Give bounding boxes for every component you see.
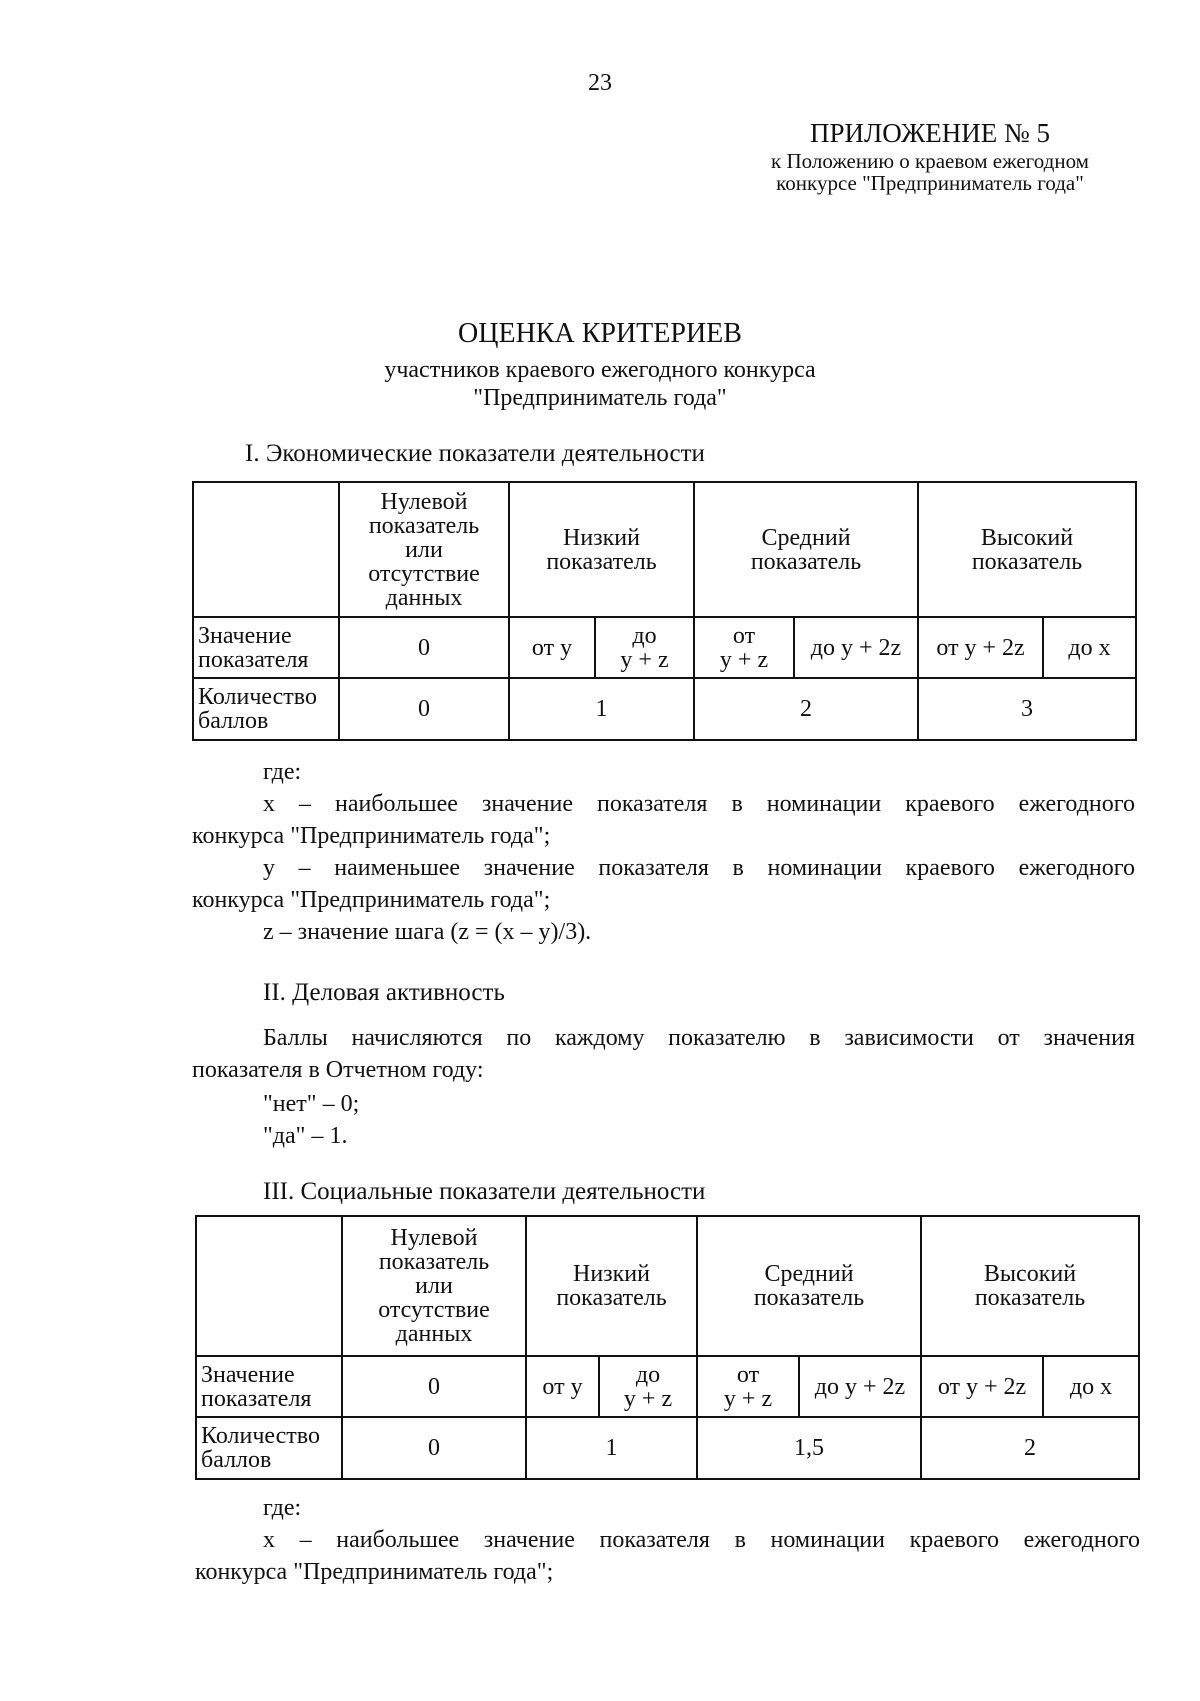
header-text: показатель [556,1285,667,1311]
document-subtitle [0,356,1200,412]
row-label-text: Значение [198,622,292,649]
section-3-heading: III. Социальные показатели деятельности [263,1178,706,1205]
social-criteria-table [195,1215,1140,1480]
value-high-to: до x [1043,1356,1139,1417]
header-text: Средний [761,524,851,551]
header-text: показатель [974,1285,1086,1311]
header-zero-indicator [342,1216,526,1356]
value-medium-from [697,1356,799,1417]
section-2-text-line1: Баллы начисляются по каждому показателю в зависимости от значения [263,1025,1135,1051]
value-high-to: до x [1043,617,1136,678]
section-2-text-line2: показателя в Отчетном году: [192,1057,484,1083]
header-text: Средний [764,1261,854,1287]
answer-yes: "да" – 1. [263,1123,348,1149]
header-text: данных [385,584,463,611]
answer-no: "нет" – 0; [263,1091,360,1117]
value-high-from: от y + 2z [918,617,1043,678]
row-label-value [193,617,339,678]
definition-z: z – значение шага (z = (x – y)/3). [263,919,592,945]
definition-y-line2: конкурса "Предприниматель года"; [192,887,551,913]
cell-text: y + z [620,646,669,673]
header-text: отсутствие [378,1297,490,1323]
where-label-3: где: [263,1495,302,1521]
definition-y-line1: y – наименьшее значение показателя в номинации краевого ежегодного [263,855,1135,881]
header-low-indicator [526,1216,697,1356]
row-label-score [196,1417,342,1479]
value-low-to [599,1356,697,1417]
value-medium-to: до y + 2z [794,617,918,678]
score-high: 3 [918,678,1136,740]
appendix-subtitle [720,150,1140,194]
value-zero: 0 [339,617,509,678]
table-header-row [193,482,1136,617]
cell-text: y + z [623,1385,673,1412]
table-corner-cell [193,482,339,617]
header-text: показатель [378,1249,490,1275]
cell-text: от [736,1361,760,1388]
header-text: Низкий [562,524,640,551]
score-low: 1 [526,1417,697,1479]
header-text: показатель [750,548,862,575]
header-text: показатель [971,548,1083,575]
header-text: Высокий [980,524,1074,551]
header-text: или [415,1273,453,1299]
cell-text: y + z [723,1385,773,1412]
value-medium-to: до y + 2z [799,1356,921,1417]
score-high: 2 [921,1417,1139,1479]
header-high-indicator [918,482,1136,617]
appendix-title: ПРИЛОЖЕНИЕ № 5 [809,118,1051,148]
definition-x-line1: x – наибольшее значение показателя в номинации краевого ежегодного [263,1527,1140,1553]
row-label-text: баллов [198,708,269,734]
table-header-row [196,1216,1139,1356]
definition-x-line1: x – наибольшее значение показателя в номинации краевого ежегодного [263,791,1135,817]
header-low-indicator [509,482,694,617]
header-text: показатель [368,512,480,539]
header-text: показатель [546,548,657,575]
header-text: данных [395,1321,473,1347]
row-label-text: показателя [201,1385,312,1412]
table-score-row [196,1417,1139,1479]
header-text: или [405,536,443,563]
definition-x-line2: конкурса "Предприниматель года"; [192,823,551,849]
table-value-row [196,1356,1139,1417]
document-subtitle-line: "Предприниматель года" [473,385,727,411]
appendix-subtitle-line: к Положению о краевом ежегодном [771,149,1089,173]
section-2-heading: II. Деловая активность [263,979,505,1006]
document-title: ОЦЕНКА КРИТЕРИЕВ [458,318,742,349]
row-label-text: Значение [201,1361,295,1388]
header-high-indicator [921,1216,1139,1356]
value-high-from: от y + 2z [921,1356,1043,1417]
row-label-value [196,1356,342,1417]
header-text: Нулевой [390,1225,478,1251]
header-text: Нулевой [380,488,468,515]
score-zero: 0 [342,1417,526,1479]
value-zero: 0 [342,1356,526,1417]
row-label-score [193,678,339,740]
row-label-text: Количество [198,684,317,710]
header-text: отсутствие [368,560,480,587]
score-medium: 2 [694,678,918,740]
value-low-from: от y [509,617,595,678]
table-score-row [193,678,1136,740]
score-medium: 1,5 [697,1417,921,1479]
appendix-subtitle-line: конкурсе "Предприниматель года" [776,171,1084,195]
value-medium-from [694,617,794,678]
cell-text: до [635,1361,661,1388]
cell-text: до [632,622,657,649]
score-zero: 0 [339,678,509,740]
definition-x-line2: конкурса "Предприниматель года"; [195,1559,554,1585]
value-low-from: от y [526,1356,599,1417]
cell-text: y + z [719,646,769,673]
page-number: 23 [588,70,612,96]
header-zero-indicator [339,482,509,617]
header-text: показатель [753,1285,865,1311]
row-label-text: баллов [201,1447,272,1473]
table-value-row [193,617,1136,678]
cell-text: от [732,622,756,649]
table-corner-cell [196,1216,342,1356]
header-text: Низкий [572,1261,650,1287]
economic-criteria-table [192,481,1137,741]
value-low-to [595,617,694,678]
header-medium-indicator [694,482,918,617]
section-1-heading: I. Экономические показатели деятельности [245,440,705,467]
document-subtitle-line: участников краевого ежегодного конкурса [384,357,816,383]
row-label-text: показателя [198,646,309,673]
row-label-text: Количество [201,1423,320,1449]
score-low: 1 [509,678,694,740]
where-label-1: где: [263,759,302,785]
header-medium-indicator [697,1216,921,1356]
header-text: Высокий [983,1261,1077,1287]
